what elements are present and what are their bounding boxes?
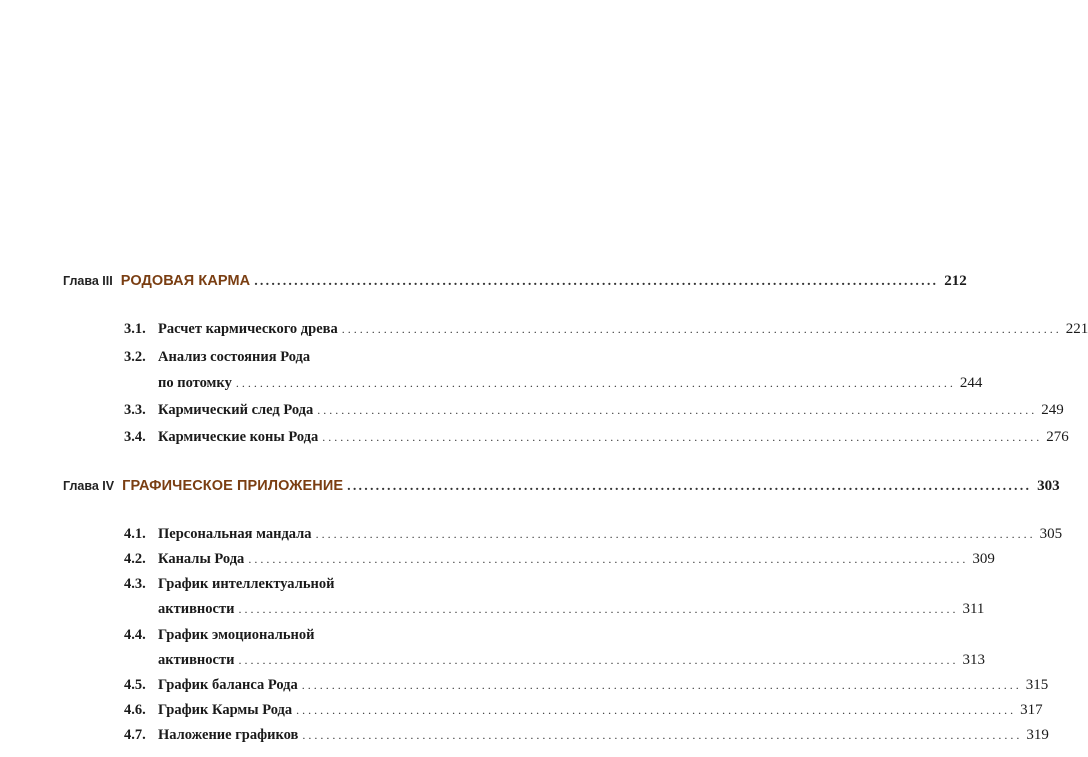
dot-leader: ........................................................................................................................: [322, 430, 1043, 444]
entry-number: 3.2.: [124, 349, 146, 365]
entry-number: 4.1.: [124, 526, 146, 542]
entry-title: Каналы Рода: [158, 551, 245, 567]
entry-page-number: 311: [962, 601, 985, 617]
dot-leader: ........................................................................................................................: [248, 552, 969, 566]
entry-title-continuation: по потомку: [158, 375, 232, 391]
entry-title: Анализ состояния Рода: [158, 349, 311, 365]
entry-number: 3.4.: [124, 429, 146, 445]
toc-entry: [124, 576, 488, 596]
toc-entry-continuation: [158, 652, 985, 672]
dot-leader: ........................................................................................................................: [296, 703, 1017, 717]
entry-page-number: 249: [1041, 402, 1064, 418]
entry-number: 4.7.: [124, 727, 146, 743]
chapter-title: ГРАФИЧЕСКОЕ ПРИЛОЖЕНИЕ: [122, 478, 344, 494]
toc-entry: [124, 526, 1063, 546]
entry-page-number: 244: [959, 375, 983, 391]
toc-entry: [124, 627, 488, 647]
entry-title: Кармический след Рода: [158, 402, 314, 418]
entry-number: 4.6.: [124, 702, 146, 718]
entry-number: 4.5.: [124, 677, 146, 693]
toc-entry: [124, 727, 1049, 747]
entry-title: График баланса Рода: [158, 677, 298, 693]
dot-leader: ........................................................................................................................: [238, 602, 959, 616]
entry-page-number: 315: [1025, 677, 1049, 693]
dot-leader: ........................................................................................................................: [347, 479, 1032, 494]
dot-leader: ........................................................................................................................: [341, 322, 1062, 336]
entry-number: 3.3.: [124, 402, 146, 418]
entry-page-number: 305: [1039, 526, 1063, 542]
entry-number: 4.4.: [124, 627, 146, 643]
entry-title: Кармические коны Рода: [158, 429, 319, 445]
toc-entry: [124, 402, 1064, 422]
dot-leader: ........................................................................................................................: [254, 274, 939, 289]
toc-entry: [124, 677, 1049, 697]
toc-entry-continuation: [158, 601, 985, 621]
toc-entry: [124, 349, 488, 369]
toc-entry: [124, 702, 1043, 722]
entry-number: 4.3.: [124, 576, 146, 592]
entry-title: График интеллектуальной: [158, 576, 335, 592]
entry-page-number: 317: [1020, 702, 1043, 718]
dot-leader: ........................................................................................................................: [317, 403, 1038, 417]
toc-entry-continuation: [158, 375, 983, 395]
dot-leader: ........................................................................................................................: [235, 376, 956, 390]
entry-title: График эмоциональной: [158, 627, 315, 643]
entry-page-number: 276: [1046, 429, 1069, 445]
dot-leader: ........................................................................................................................: [302, 728, 1023, 742]
entry-title: Персональная мандала: [158, 526, 312, 542]
entry-page-number: 313: [962, 652, 985, 668]
entry-title: Расчет кармического древа: [158, 321, 338, 337]
entry-page-number: 319: [1026, 727, 1049, 743]
chapter-title: РОДОВАЯ КАРМА: [120, 273, 251, 289]
entry-page-number: 309: [972, 551, 995, 567]
entry-title: Наложение графиков: [158, 727, 299, 743]
chapter-label: Глава IV: [63, 479, 115, 493]
entry-title: График Кармы Рода: [158, 702, 293, 718]
entry-number: 4.2.: [124, 551, 146, 567]
entry-number: 3.1.: [124, 321, 146, 337]
chapter-label: Глава III: [63, 274, 113, 288]
entry-page-number: 221: [1065, 321, 1088, 337]
chapter-heading: [63, 273, 967, 293]
dot-leader: ........................................................................................................................: [238, 653, 959, 667]
chapter-page-number: 212: [944, 273, 967, 289]
chapter-heading: [63, 478, 1060, 498]
entry-title-continuation: активности: [158, 601, 235, 617]
entry-title-continuation: активности: [158, 652, 235, 668]
chapter-page-number: 303: [1037, 478, 1060, 494]
dot-leader: ........................................................................................................................: [315, 527, 1036, 541]
dot-leader: ........................................................................................................................: [301, 678, 1022, 692]
toc-entry: [124, 321, 1088, 341]
toc-entry: [124, 551, 995, 571]
toc-entry: [124, 429, 1069, 449]
